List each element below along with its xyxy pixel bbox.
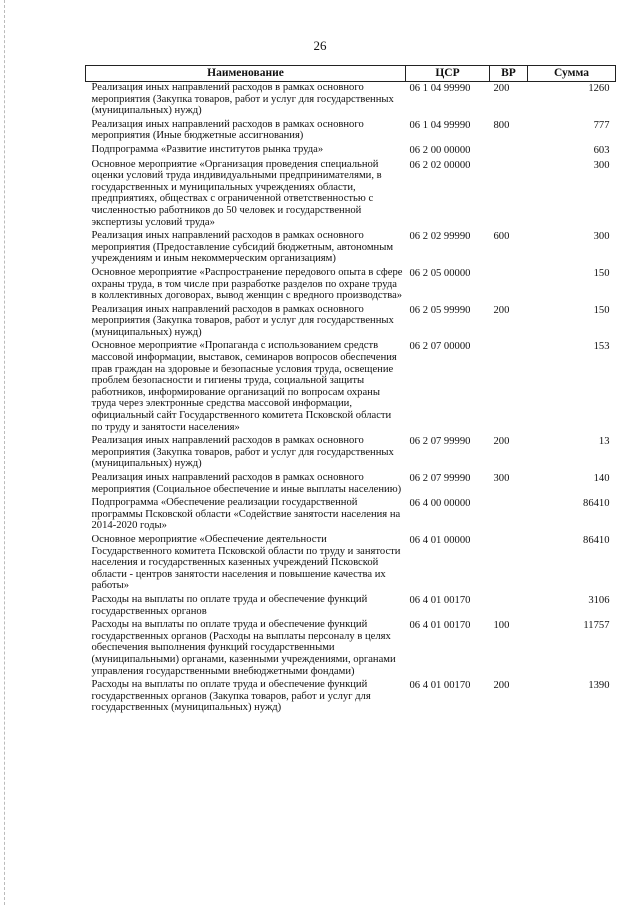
header-name: Наименование — [86, 66, 406, 82]
cell-vr — [490, 534, 528, 594]
cell-name: Расходы на выплаты по оплате труда и обеспечение функций государственных органов (Закупка товаров, работ и услуг для государственных (муниципальных) нужд) — [91, 679, 371, 714]
cell-csr: 06 1 04 99990 — [409, 119, 471, 131]
table-body — [86, 82, 616, 716]
cell-csr: 06 4 00 00000 — [409, 498, 471, 510]
cell-sum: 300 — [593, 231, 610, 243]
scan-edge-line — [4, 0, 5, 905]
cell-sum: 13 — [598, 436, 610, 448]
cell-csr: 06 2 05 00000 — [409, 267, 471, 279]
cell-sum: 86410 — [583, 498, 610, 510]
cell-vr — [490, 267, 528, 304]
cell-name: Основное мероприятие «Распространение передового опыта в сфере охраны труда, в том числе при разработке разделов по охране труда в коллективных договорах, вывод женщин с вредного производства» — [91, 266, 403, 302]
cell-name: Основное мероприятие «Обеспечение деятельности Государственного комитета Псковской области по труду и занятости населения и государственных казенных учреждений Псковской области - центров занятости населения и повышение качества их работы» — [91, 533, 401, 592]
table-row — [86, 267, 616, 304]
table-row — [86, 594, 616, 619]
cell-csr: 06 4 01 00000 — [409, 534, 471, 546]
cell-vr: 100 — [493, 620, 510, 632]
cell-csr: 06 2 07 00000 — [409, 341, 471, 353]
cell-csr: 06 2 02 00000 — [409, 159, 471, 171]
table-row — [86, 497, 616, 534]
cell-sum: 1260 — [588, 83, 610, 94]
header-vr: ВР — [490, 66, 528, 82]
cell-csr: 06 2 00 00000 — [409, 144, 471, 156]
table-row — [86, 435, 616, 472]
cell-name: Основное мероприятие «Пропаганда с использованием средств массовой информации, выставок, семинаров вопросов обеспечения прав граждан на здоровые и безопасные условия труда, освещение проблем безопасности и гигиены труда, социальной защиты работников, информирование организаций по вопросам охраны труда через электронные средства массовой информации, официальный сайт Государственного комитета Псковской области по труду и занятости населения» — [91, 340, 397, 433]
table-row — [86, 340, 616, 435]
cell-vr — [490, 144, 528, 159]
cell-vr: 600 — [493, 231, 510, 243]
cell-sum: 150 — [593, 267, 610, 279]
cell-vr: 200 — [493, 83, 510, 94]
cell-sum: 777 — [593, 119, 610, 131]
cell-csr: 06 4 01 00170 — [409, 594, 471, 606]
cell-name: Реализация иных направлений расходов в рамках основного мероприятия (Закупка товаров, работ и услуг для государственных (муниципальных) нужд) — [91, 435, 394, 470]
cell-sum: 86410 — [583, 534, 610, 546]
cell-csr: 06 2 02 99990 — [409, 231, 471, 243]
cell-vr: 800 — [493, 119, 510, 131]
cell-csr: 06 2 07 99990 — [409, 436, 471, 448]
cell-name: Реализация иных направлений расходов в рамках основного мероприятия (Закупка товаров, работ и услуг для государственных (муниципальных) нужд) — [91, 303, 394, 338]
table-row — [86, 679, 616, 716]
cell-name: Расходы на выплаты по оплате труда и обеспечение функций государственных органов — [91, 593, 368, 617]
cell-name: Реализация иных направлений расходов в рамках основного мероприятия (Иные бюджетные ассигнования) — [91, 118, 364, 142]
cell-sum: 1390 — [588, 680, 610, 692]
cell-sum: 140 — [593, 473, 610, 484]
cell-name: Подпрограмма «Обеспечение реализации государственной программы Псковской области «Содействие занятости населения на 2014-2020 годы» — [91, 497, 401, 532]
table-header-row — [86, 66, 616, 82]
cell-vr — [490, 340, 528, 435]
cell-vr: 200 — [493, 304, 510, 316]
cell-name: Расходы на выплаты по оплате труда и обеспечение функций государственных органов (Расходы на выплаты персоналу в целях обеспечения выполнения функций государственными (муниципальными) органами, казенными учреждениями, органами управления государственными внебюджетными фондами) — [91, 619, 396, 677]
cell-vr — [490, 159, 528, 231]
header-csr: ЦСР — [406, 66, 490, 82]
cell-sum: 300 — [593, 159, 610, 171]
cell-name: Основное мероприятие «Организация проведения специальной оценки условий труда индивидуальными предпринимателями, в государственных и муниципальных учреждениях области, предприятиях, обществах с ограниченной ответственностью с численностью работников до 50 человек и государственной экспертизы условий труда» — [91, 158, 382, 228]
cell-name: Реализация иных направлений расходов в рамках основного мероприятия (Социальное обеспечение и иные выплаты населению) — [91, 472, 402, 495]
cell-name: Подпрограмма «Развитие институтов рынка труда» — [91, 143, 324, 155]
cell-name: Реализация иных направлений расходов в рамках основного мероприятия (Предоставление субсидий бюджетным, автономным учреждениям и иным некоммерческим организациям) — [91, 230, 394, 265]
cell-csr: 06 4 01 00170 — [409, 620, 471, 632]
table-row — [86, 472, 616, 497]
cell-vr: 300 — [493, 473, 510, 484]
budget-table — [85, 65, 616, 716]
table-row — [86, 619, 616, 679]
table-row — [86, 119, 616, 144]
cell-csr: 06 2 07 99990 — [409, 473, 471, 484]
cell-name: Реализация иных направлений расходов в рамках основного мероприятия (Закупка товаров, работ и услуг для государственных (муниципальных) нужд) — [91, 82, 394, 117]
cell-sum: 3106 — [588, 594, 610, 606]
cell-vr — [490, 594, 528, 619]
cell-sum: 11757 — [583, 620, 610, 632]
table-row — [86, 82, 616, 119]
cell-vr: 200 — [493, 680, 510, 692]
cell-csr: 06 1 04 99990 — [409, 83, 471, 94]
cell-sum: 153 — [593, 341, 610, 353]
page-number: 26 — [313, 38, 327, 53]
cell-csr: 06 4 01 00170 — [409, 680, 471, 692]
table-row — [86, 144, 616, 159]
cell-sum: 150 — [593, 304, 610, 316]
table-row — [86, 159, 616, 231]
table-row — [86, 534, 616, 594]
cell-sum: 603 — [593, 144, 610, 156]
header-sum: Сумма — [528, 66, 616, 82]
table-row — [86, 230, 616, 267]
cell-csr: 06 2 05 99990 — [409, 304, 471, 316]
cell-vr: 200 — [493, 436, 510, 448]
cell-vr — [490, 497, 528, 534]
table-row — [86, 304, 616, 341]
